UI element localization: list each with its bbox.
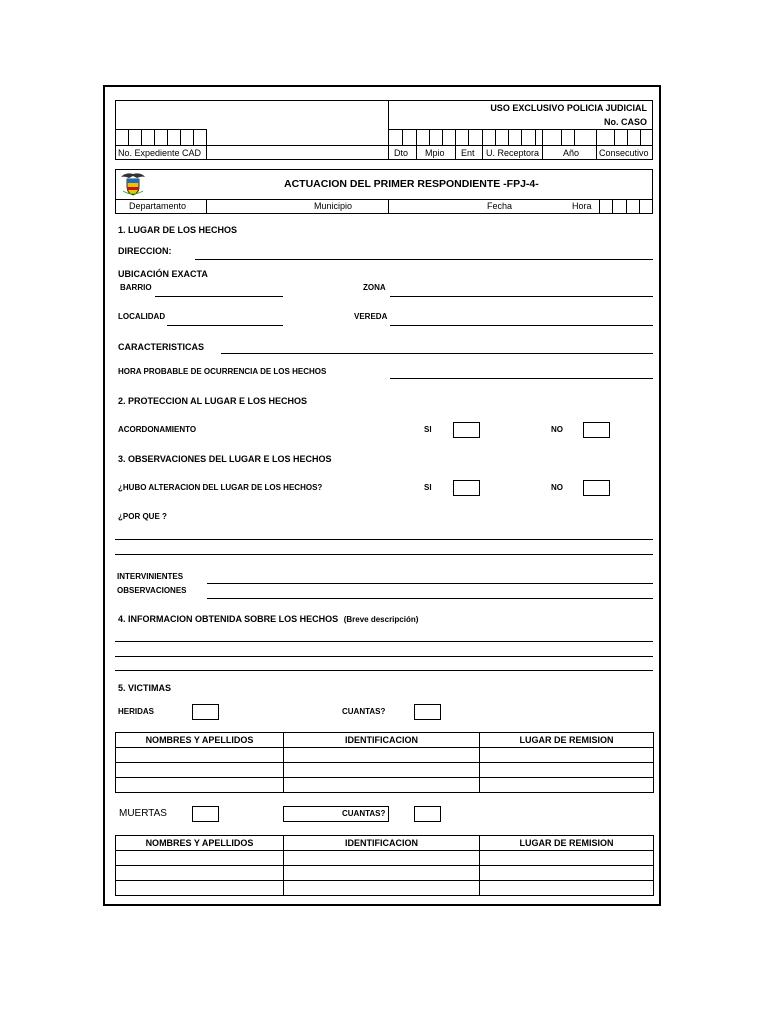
intervinientes-label: INTERVINIENTES (117, 572, 184, 581)
heridas-label: HERIDAS (118, 707, 155, 716)
section4-title-text: 4. INFORMACION OBTENIDA SOBRE LOS HECHOS (118, 614, 339, 624)
acordonamiento-label: ACORDONAMIENTO (118, 425, 197, 434)
alteracion-no-checkbox[interactable] (583, 480, 610, 496)
zona-label: ZONA (363, 283, 386, 292)
observaciones-label: OBSERVACIONES (117, 586, 187, 595)
porque-line-2[interactable] (115, 554, 653, 555)
col-ano: Año (563, 148, 580, 158)
heridas-header-nombres: NOMBRES Y APELLIDOS (116, 733, 284, 748)
table-row[interactable] (116, 866, 654, 881)
direccion-label: DIRECCION: (118, 246, 172, 256)
heridas-checkbox[interactable] (192, 704, 219, 720)
table-row[interactable] (116, 778, 654, 793)
form-title: ACTUACION DEL PRIMER RESPONDIENTE -FPJ-4- (284, 178, 539, 190)
info-line-1[interactable] (115, 641, 653, 642)
section3-title: 3. OBSERVACIONES DEL LUGAR E LOS HECHOS (118, 454, 332, 464)
muertas-header-identificacion: IDENTIFICACION (284, 836, 480, 851)
muertas-label: MUERTAS (119, 808, 167, 819)
alteracion-no-label: NO (551, 483, 563, 492)
colombia-coat-of-arms-icon (119, 171, 147, 197)
muertas-header-lugar: LUGAR DE REMISION (480, 836, 654, 851)
hora-probable-label: HORA PROBABLE DE OCURRENCIA DE LOS HECHOS (118, 367, 327, 376)
sub-hora: Hora (572, 201, 592, 211)
localidad-label: LOCALIDAD (118, 312, 166, 321)
section4-title (118, 615, 418, 624)
barrio-label: BARRIO (120, 283, 152, 292)
hora-probable-line[interactable] (390, 378, 653, 379)
info-line-2[interactable] (115, 656, 653, 657)
acordonamiento-si-label: SI (424, 425, 432, 434)
porque-line-1[interactable] (115, 539, 653, 540)
sub-municipio: Municipio (314, 201, 353, 211)
info-line-3[interactable] (115, 670, 653, 671)
section1-title: 1. LUGAR DE LOS HECHOS (118, 225, 238, 235)
table-row[interactable] (116, 763, 654, 778)
caracteristicas-label: CARACTERISTICAS (118, 342, 205, 352)
expediente-label: No. Expediente CAD (118, 148, 202, 158)
vereda-line[interactable] (390, 325, 653, 326)
acordonamiento-no-checkbox[interactable] (583, 422, 610, 438)
col-u-receptora: U. Receptora (486, 148, 540, 158)
barrio-line[interactable] (155, 296, 283, 297)
exclusive-use-label: USO EXCLUSIVO POLICIA JUDICIAL (490, 103, 647, 113)
cuantas-heridas-box[interactable] (414, 704, 441, 720)
case-no-label: No. CASO (603, 117, 647, 127)
acordonamiento-no-label: NO (551, 425, 563, 434)
cuantas-heridas-label: CUANTAS? (342, 707, 386, 716)
col-consecutivo: Consecutivo (599, 148, 649, 158)
section5-title: 5. VICTIMAS (118, 683, 172, 693)
caracteristicas-line[interactable] (221, 353, 653, 354)
col-mpio: Mpio (425, 148, 445, 158)
heridas-header-lugar: LUGAR DE REMISION (480, 733, 654, 748)
cuantas-muertas-box[interactable] (414, 806, 441, 822)
localidad-line[interactable] (167, 325, 283, 326)
cuantas-muertas-label: CUANTAS? (342, 809, 386, 818)
heridas-table (115, 732, 654, 793)
alteracion-question: ¿HUBO ALTERACION DEL LUGAR DE LOS HECHOS? (118, 483, 323, 492)
direccion-line[interactable] (195, 259, 653, 260)
observaciones-line[interactable] (207, 598, 653, 599)
zona-line[interactable] (390, 296, 653, 297)
section4-note: (Breve descripción) (343, 615, 419, 624)
intervinientes-line[interactable] (207, 583, 653, 584)
alteracion-si-label: SI (424, 483, 432, 492)
ubicacion-label: UBICACIÓN EXACTA (118, 269, 208, 279)
muertas-header-nombres: NOMBRES Y APELLIDOS (116, 836, 284, 851)
acordonamiento-si-checkbox[interactable] (453, 422, 480, 438)
col-dto: Dto (394, 148, 409, 158)
sub-departamento: Departamento (129, 201, 187, 211)
porque-label: ¿POR QUE ? (118, 512, 167, 521)
form-page (103, 85, 661, 906)
muertas-checkbox[interactable] (192, 806, 219, 822)
muertas-table (115, 835, 654, 896)
sub-fecha: Fecha (487, 201, 513, 211)
vereda-label: VEREDA (354, 312, 388, 321)
table-row[interactable] (116, 748, 654, 763)
alteracion-si-checkbox[interactable] (453, 480, 480, 496)
section2-title: 2. PROTECCION AL LUGAR E LOS HECHOS (118, 396, 308, 406)
heridas-header-identificacion: IDENTIFICACION (284, 733, 480, 748)
table-row[interactable] (116, 851, 654, 866)
table-row[interactable] (116, 881, 654, 896)
col-ent: Ent (461, 148, 475, 158)
